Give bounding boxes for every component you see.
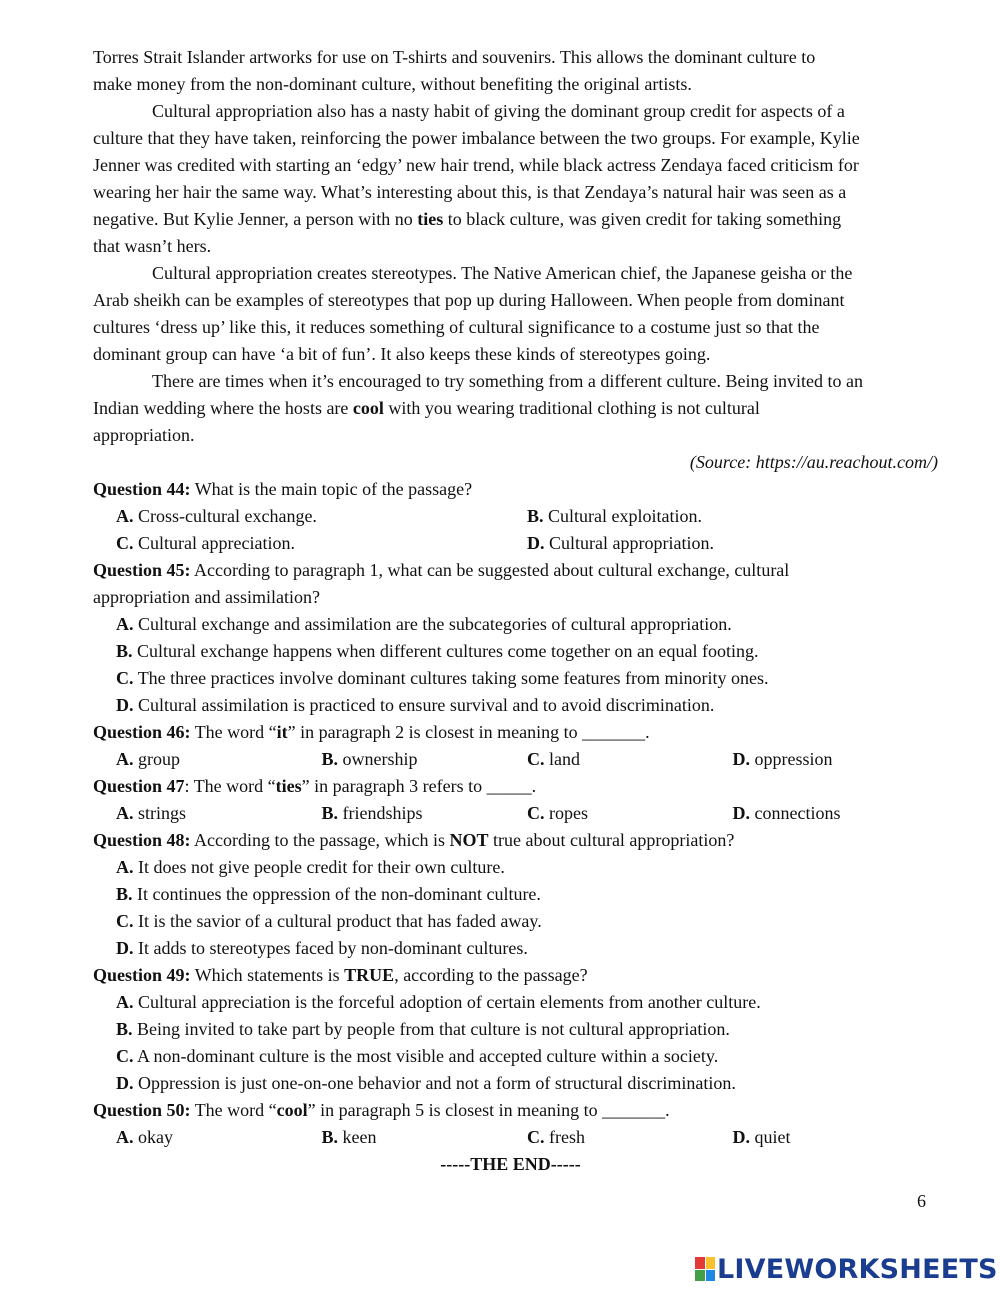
logo-text: LIVEWORKSHEETS — [717, 1253, 998, 1285]
option-b[interactable]: B. keen — [321, 1127, 377, 1147]
option-c[interactable]: C. The three practices involve dominant cultures taking some features from minority ones. — [116, 668, 769, 688]
option-a[interactable]: A. okay — [116, 1127, 173, 1147]
option-a[interactable]: A. group — [116, 749, 180, 769]
passage-line: culture that they have taken, reinforcing the power imbalance between the two groups. For example, Kylie — [93, 128, 860, 148]
option-b[interactable]: B. ownership — [321, 749, 418, 769]
page-number: 6 — [917, 1191, 926, 1211]
passage-line: Jenner was credited with starting an ‘edgy’ new hair trend, while black actress Zendaya faced criticism for — [93, 155, 859, 175]
option-c[interactable]: C. A non-dominant culture is the most visible and accepted culture within a society. — [116, 1046, 719, 1066]
passage-line: cultures ‘dress up’ like this, it reduces something of cultural significance to a costume just so that the — [93, 317, 820, 337]
option-a[interactable]: A. It does not give people credit for their own culture. — [116, 857, 505, 877]
option-c[interactable]: C. ropes — [527, 803, 588, 823]
passage-line: wearing her hair the same way. What’s interesting about this, is that Zendaya’s natural hair was seen as a — [93, 182, 847, 202]
passage-line: Cultural appropriation also has a nasty habit of giving the dominant group credit for aspects of a — [152, 101, 845, 121]
option-d[interactable]: D. Oppression is just one-on-one behavior and not a form of structural discrimination. — [116, 1073, 736, 1093]
option-c[interactable]: C. fresh — [527, 1127, 585, 1147]
keyword-ties: ties — [417, 209, 444, 229]
passage-line: Indian wedding where the hosts are cool with you wearing traditional clothing is not cultural — [93, 398, 760, 418]
passage-line: Arab sheikh can be examples of stereotypes that pop up during Halloween. When people from dominant — [93, 290, 845, 310]
question-50: Question 50: The word “cool” in paragraph 5 is closest in meaning to _______. — [93, 1100, 670, 1120]
option-a[interactable]: A. Cultural appreciation is the forceful adoption of certain elements from another culture. — [116, 992, 761, 1012]
passage-line: appropriation. — [93, 425, 195, 445]
question-48: Question 48: According to the passage, which is NOT true about cultural appropriation? — [93, 830, 735, 850]
passage-line: make money from the non-dominant culture, without benefiting the original artists. — [93, 74, 692, 94]
liveworksheets-mark-icon — [695, 1257, 715, 1281]
option-c[interactable]: C. It is the savior of a cultural product that has faded away. — [116, 911, 542, 931]
passage-line: that wasn’t hers. — [93, 236, 212, 256]
passage-line: dominant group can have ‘a bit of fun’. It also keeps these kinds of stereotypes going. — [93, 344, 711, 364]
question-49: Question 49: Which statements is TRUE, according to the passage? — [93, 965, 588, 985]
worksheet-page — [93, 44, 938, 1178]
question-47: Question 47: The word “ties” in paragraph 3 refers to _____. — [93, 776, 537, 796]
keyword-cool: cool — [352, 398, 384, 418]
options-row — [93, 1124, 938, 1151]
options-row — [93, 746, 938, 773]
options-row — [93, 503, 938, 530]
question-46: Question 46: The word “it” in paragraph 2 is closest in meaning to _______. — [93, 722, 650, 742]
question-44: Question 44: What is the main topic of the passage? — [93, 479, 473, 499]
the-end-marker: -----THE END----- — [440, 1154, 581, 1174]
question-45: Question 45: According to paragraph 1, what can be suggested about cultural exchange, cultural — [93, 560, 790, 580]
option-d[interactable]: D. It adds to stereotypes faced by non-dominant cultures. — [116, 938, 528, 958]
source-citation: (Source: https://au.reachout.com/) — [689, 452, 938, 472]
options-row — [93, 800, 938, 827]
option-c[interactable]: C. land — [527, 749, 580, 769]
passage-line: Cultural appropriation creates stereotypes. The Native American chief, the Japanese geisha or the — [152, 263, 853, 283]
option-a[interactable]: A. Cross-cultural exchange. — [116, 506, 317, 526]
option-b[interactable]: B. friendships — [321, 803, 423, 823]
option-b[interactable]: B. Cultural exchange happens when different cultures come together on an equal footing. — [116, 641, 759, 661]
option-d[interactable]: D. quiet — [732, 1127, 791, 1147]
option-c[interactable]: C. Cultural appreciation. — [116, 533, 295, 553]
option-a[interactable]: A. strings — [116, 803, 187, 823]
option-d[interactable]: D. Cultural appropriation. — [527, 533, 714, 553]
option-b[interactable]: B. Cultural exploitation. — [527, 506, 702, 526]
options-row — [93, 530, 938, 557]
liveworksheets-logo — [695, 1252, 998, 1286]
option-d[interactable]: D. connections — [732, 803, 841, 823]
passage-line: Torres Strait Islander artworks for use on T-shirts and souvenirs. This allows the dominant culture to — [93, 47, 816, 67]
option-b[interactable]: B. It continues the oppression of the non-dominant culture. — [116, 884, 541, 904]
option-a[interactable]: A. Cultural exchange and assimilation are the subcategories of cultural appropriation. — [116, 614, 732, 634]
question-45-continued: appropriation and assimilation? — [93, 587, 320, 607]
option-d[interactable]: D. Cultural assimilation is practiced to ensure survival and to avoid discrimination. — [116, 695, 715, 715]
option-b[interactable]: B. Being invited to take part by people from that culture is not cultural appropriation. — [116, 1019, 730, 1039]
option-d[interactable]: D. oppression — [732, 749, 833, 769]
passage-line: There are times when it’s encouraged to try something from a different culture. Being invited to an — [152, 371, 863, 391]
passage-line: negative. But Kylie Jenner, a person with no ties to black culture, was given credit for taking something — [93, 209, 842, 229]
